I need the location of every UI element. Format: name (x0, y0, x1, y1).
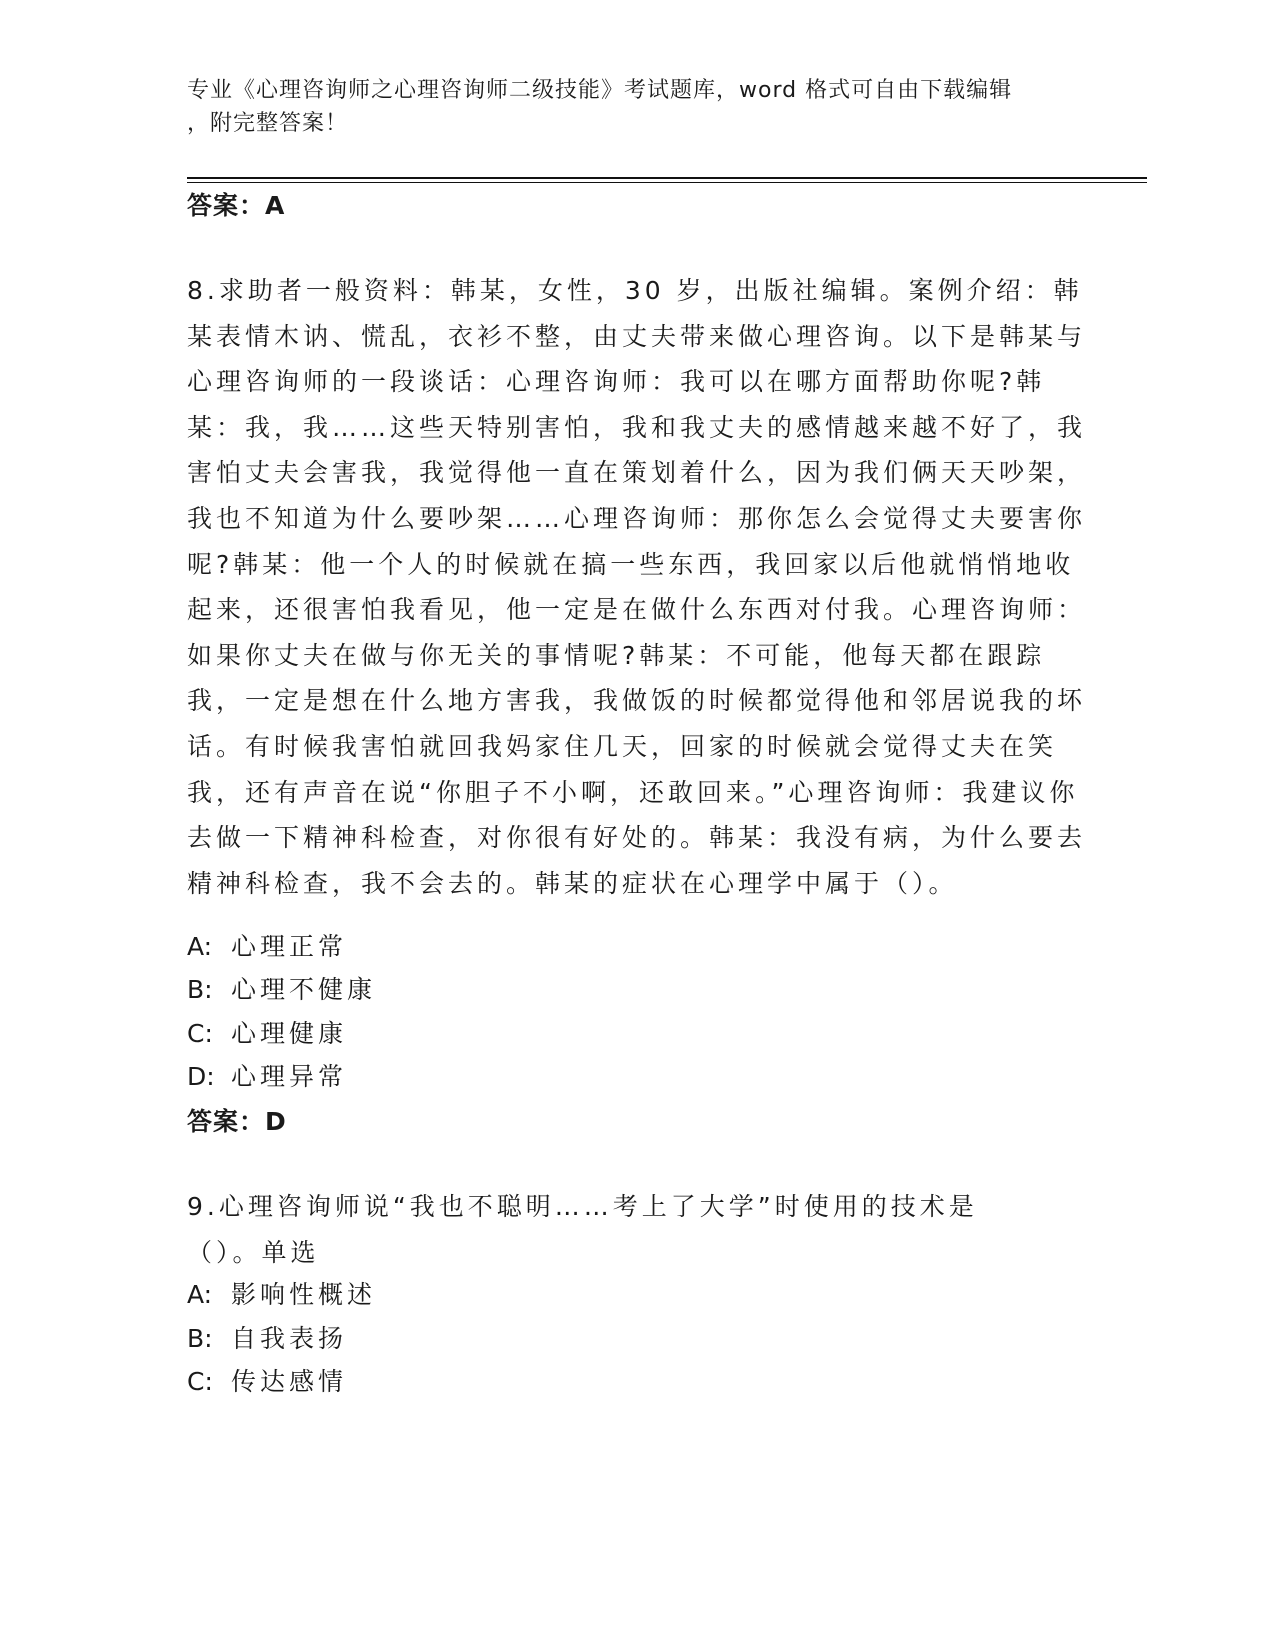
option-label: C: (187, 1019, 213, 1048)
header-divider-thick (187, 177, 1147, 179)
question-9-option-b (187, 1319, 347, 1355)
header-line-1: 专业《心理咨询师之心理咨询师二级技能》考试题库，word 格式可自由下载编辑 (187, 78, 1013, 103)
option-text: 心理健康 (231, 1019, 348, 1048)
option-text: 自我表扬 (231, 1324, 348, 1353)
answer-q8: 答案：D (187, 1107, 287, 1136)
question-8-option-c (187, 1014, 347, 1050)
question-9-option-a (187, 1275, 376, 1311)
question-8-option-a (187, 927, 347, 963)
option-text: 传达感情 (231, 1367, 348, 1396)
option-label: C: (187, 1367, 213, 1396)
option-label: A: (187, 1280, 213, 1309)
question-9-text: 9.心理咨询师说“我也不聪明……考上了大学”时使用的技术是（）。单选 (187, 1192, 978, 1267)
option-label: B: (187, 1324, 213, 1353)
option-text: 影响性概述 (231, 1280, 377, 1309)
header-divider-thin (187, 182, 1147, 183)
question-8-option-b (187, 970, 376, 1006)
option-text: 心理正常 (231, 932, 348, 961)
option-text: 心理不健康 (231, 975, 377, 1004)
option-label: A: (187, 932, 213, 961)
question-9-option-c (187, 1362, 347, 1398)
header-line-2: ，附完整答案！ (187, 111, 349, 136)
option-text: 心理异常 (231, 1062, 348, 1091)
document-header (187, 74, 1067, 140)
question-8-option-d (187, 1057, 347, 1093)
answer-q7: 答案：A (187, 191, 286, 220)
option-label: D: (187, 1062, 215, 1091)
option-label: B: (187, 975, 213, 1004)
question-8-text: 8.求助者一般资料：韩某，女性，30 岁，出版社编辑。案例介绍：韩某表情木讷、慌乱，衣衫不整，由丈夫带来做心理咨询。以下是韩某与心理咨询师的一段谈话：心理咨询师：我可以在哪方面帮助你呢?韩某：我，我……这些天特别害怕，我和我丈夫的感情越来越不好了，我害怕丈夫会害我，我觉得他一直在策划着什么，因为我们俩天天吵架，我也不知道为什么要吵架……心理咨询师：那你怎么会觉得丈夫要害你呢?韩某：他一个人的时候就在搞一些东西，我回家以后他就悄悄地收起来，还很害怕我看见，他一定是在做什么东西对付我。心理咨询师：如果你丈夫在做与你无关的事情呢?韩某：不可能，他每天都在跟踪我，一定是想在什么地方害我，我做饭的时候都觉得他和邻居说我的坏话。有时候我害怕就回我妈家住几天，回家的时候就会觉得丈夫在笑我，还有声音在说“你胆子不小啊，还敢回来。”心理咨询师：我建议你去做一下精神科检查，对你很有好处的。韩某：我没有病，为什么要去精神科检查，我不会去的。韩某的症状在心理学中属于（）。 (187, 276, 1087, 898)
